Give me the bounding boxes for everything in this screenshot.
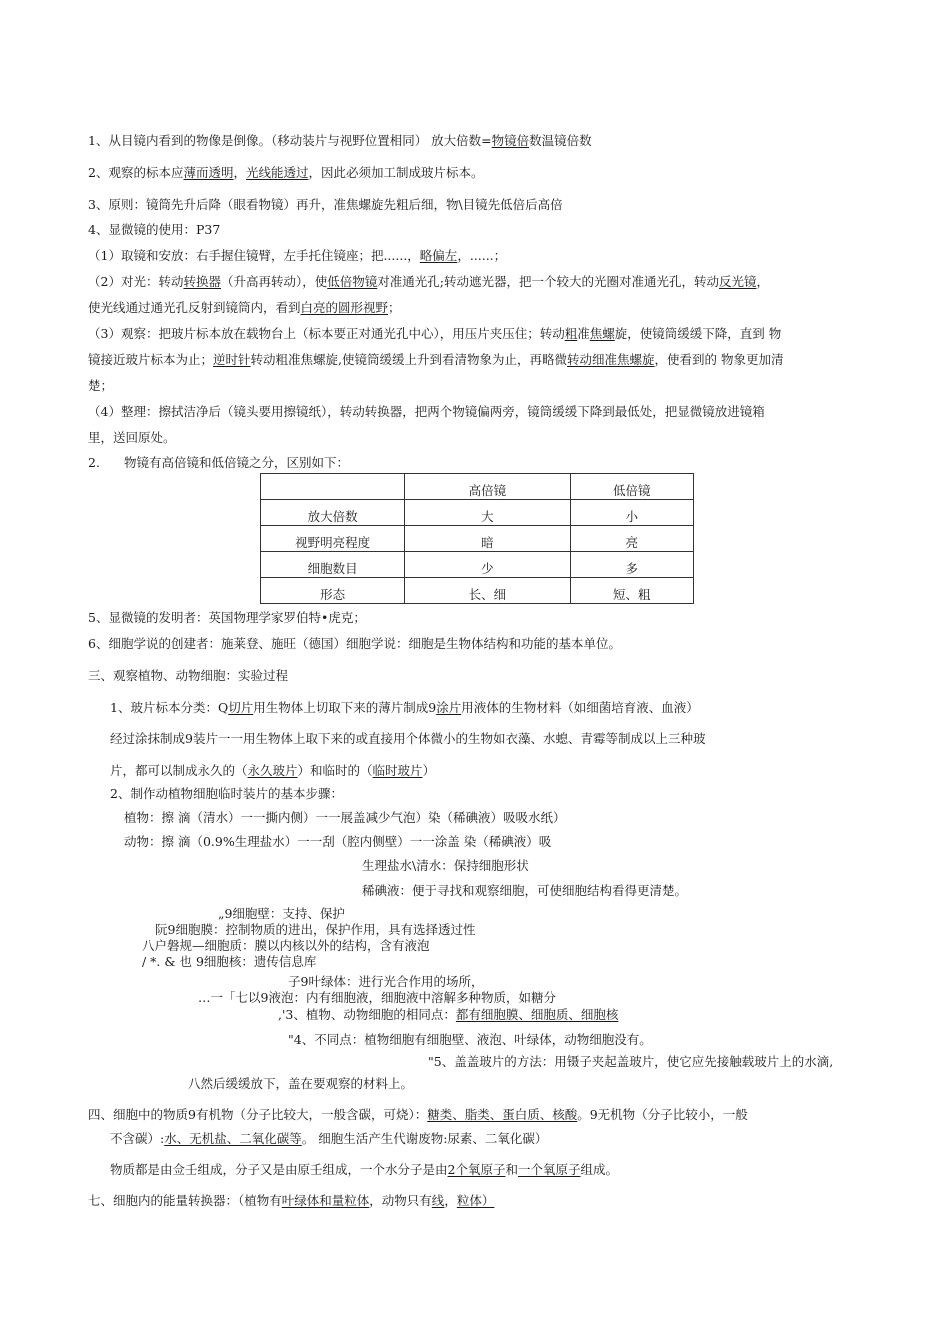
section-heading-3: 三、观察植物、动物细胞：实验过程 (88, 668, 289, 683)
table-cell: 亮 (570, 526, 693, 552)
line-18: 经过涂抹制成9装片一一用生物体上取下来的或直接用个体微小的生物如衣藻、水螅、青霉等制成以上三种玻 (110, 731, 706, 746)
table-cell: 形态 (261, 578, 405, 604)
line-28: / *. & 也 9细胞核：遗传信息库 (142, 954, 317, 969)
line-8: （3）观察：把玻片标本放在载物台上（标本要正对通光孔中心），用压片夹压住；转动粗准焦螺旋，使镜筒缓缓下降，直到 物 (88, 326, 782, 341)
table-cell: 视野明亮程度 (261, 526, 405, 552)
line-24: 稀碘液：便于寻找和观察细胞，可使细胞结构看得更清楚。 (362, 883, 688, 898)
line-19: 片，都可以制成永久的（永久玻片）和临时的（临时玻片） (110, 763, 436, 778)
table-header-cell: 高倍镜 (405, 474, 570, 500)
line-14: 5、显微镜的发明者：英国物理学家罗伯特•虎克； (88, 610, 366, 625)
line-37: 物质都是由佥壬组成，分子又是由原壬组成，一个水分子是由2个氧原子和一个氧原子组成。 (110, 1162, 619, 1177)
line-30: …一「七以9液泡：内有细胞液，细胞液中溶解多种物质，如糖分 (198, 990, 556, 1005)
line-1: 1、从目镜内看到的物像是倒像。（移动装片与视野位置相同） 放大倍数=物镜倍数温镜倍数 (88, 133, 592, 148)
line-4: 4、显微镜的使用：P37 (88, 222, 221, 237)
table-row (261, 578, 694, 604)
line-26: 阮9细胞膜：控制物质的进出，保护作用，具有选择透过性 (155, 922, 476, 937)
table-cell: 多 (570, 552, 693, 578)
line-21: 植物：擦 滴（清水）一一撕内侧）一一展盖减少气泡）染（稀碘液）吸吸水纸） (124, 810, 566, 825)
line-33: "5、盖盖玻片的方法：用镊子夹起盖玻片，使它应先接触载玻片上的水滴, (428, 1054, 834, 1069)
line-34: 八然后缓缓放下，盖在要观察的材料上。 (188, 1076, 414, 1091)
table-cell: 大 (405, 500, 570, 526)
line-7: 使光线通过通光孔反射到镜筒内，看到白亮的圆形视野； (88, 300, 401, 315)
line-27: 八户磐规—细胞质：膜以内核以外的结构，含有液泡 (142, 938, 430, 953)
line-23: 生理盐水\清水：保持细胞形状 (362, 858, 529, 873)
line-6: （2）对光：转动转换器（升高再转动），使低倍物镜对准通光孔;转动遮光器，把一个较大的光圈对准通光孔，转动反光镜， (88, 274, 770, 289)
comparison-table (260, 473, 694, 604)
line-9: 镜接近玻片标本为止；逆时针转动粗准焦螺旋,使镜筒缓缓上升到看清物象为止，再略微转动细准焦螺旋，使看到的 物象更加清 (88, 352, 784, 367)
line-29: 子9叶绿体：进行光合作用的场所， (288, 974, 484, 989)
table-row (261, 552, 694, 578)
section-heading-4: 四、细胞中的物质9有机物（分子比较大，一般含碳，可烧）：糖类、脂类、蛋白质、核酸。9无机物（分子比较小，一般 (88, 1107, 748, 1122)
table-cell: 小 (570, 500, 693, 526)
line-36: 不含碳）:水、无机盐、二氧化碳等。 细胞生活产生代谢废物:尿素、二氧化碳） (110, 1131, 548, 1146)
table-cell: 短、粗 (570, 578, 693, 604)
line-15: 6、细胞学说的创建者：施莱登、施旺（德国）细胞学说：细胞是生物体结构和功能的基本单位。 (88, 636, 621, 651)
line-17: 1、玻片标本分类：Q切片用生物体上切取下来的薄片制成9涂片用液体的生物材料（如细菌培育液、血液） (110, 700, 699, 715)
line-5: （1）取镜和安放：右手握住镜臂，左手托住镜座；把......，略偏左，......； (88, 248, 507, 263)
line-31: ,'3、植物、动物细胞的相同点：都有细胞膜、细胞质、细胞核 (278, 1007, 619, 1022)
line-25: „9细胞壁：支持、保护 (218, 906, 345, 921)
table-cell: 少 (405, 552, 570, 578)
table-header-cell: 低倍镜 (570, 474, 693, 500)
table-cell: 细胞数目 (261, 552, 405, 578)
line-12: 里，送回原处。 (88, 430, 176, 445)
line-13: 2. 物镜有高倍镜和低倍镜之分，区别如下： (88, 455, 349, 470)
table-header-row (261, 474, 694, 500)
table-row (261, 526, 694, 552)
line-2: 2、观察的标本应薄而透明，光线能透过，因此必须加工制成玻片标本。 (88, 165, 484, 180)
table-header-cell (261, 474, 405, 500)
line-11: （4）整理：擦拭洁净后（镜头要用擦镜纸），转动转换器，把两个物镜偏两旁，镜筒缓缓下降到最低处，把显微镜放进镜箱 (88, 404, 765, 419)
section-heading-7: 七、细胞内的能量转换器：（植物有叶绿体和量粒体，动物只有线，粒体） (88, 1193, 495, 1208)
line-3: 3、原则：镜筒先升后降（眼看物镜）再升，准焦螺旋先粗后细，物\目镜先低倍后高倍 (88, 197, 563, 212)
table-cell: 暗 (405, 526, 570, 552)
line-20: 2、制作动植物细胞临时装片的基本步骤： (110, 786, 343, 801)
line-22: 动物：擦 滴（0.9%生理盐水）一一刮（腔内侧壁）一一涂盖 染（稀碘液）吸 (124, 834, 552, 849)
table-row (261, 500, 694, 526)
line-32: "4、不同点：植物细胞有细胞壁、液泡、叶绿体，动物细胞没有。 (288, 1032, 652, 1047)
table-cell: 放大倍数 (261, 500, 405, 526)
line-10: 楚； (88, 378, 114, 393)
table-cell: 长、细 (405, 578, 570, 604)
